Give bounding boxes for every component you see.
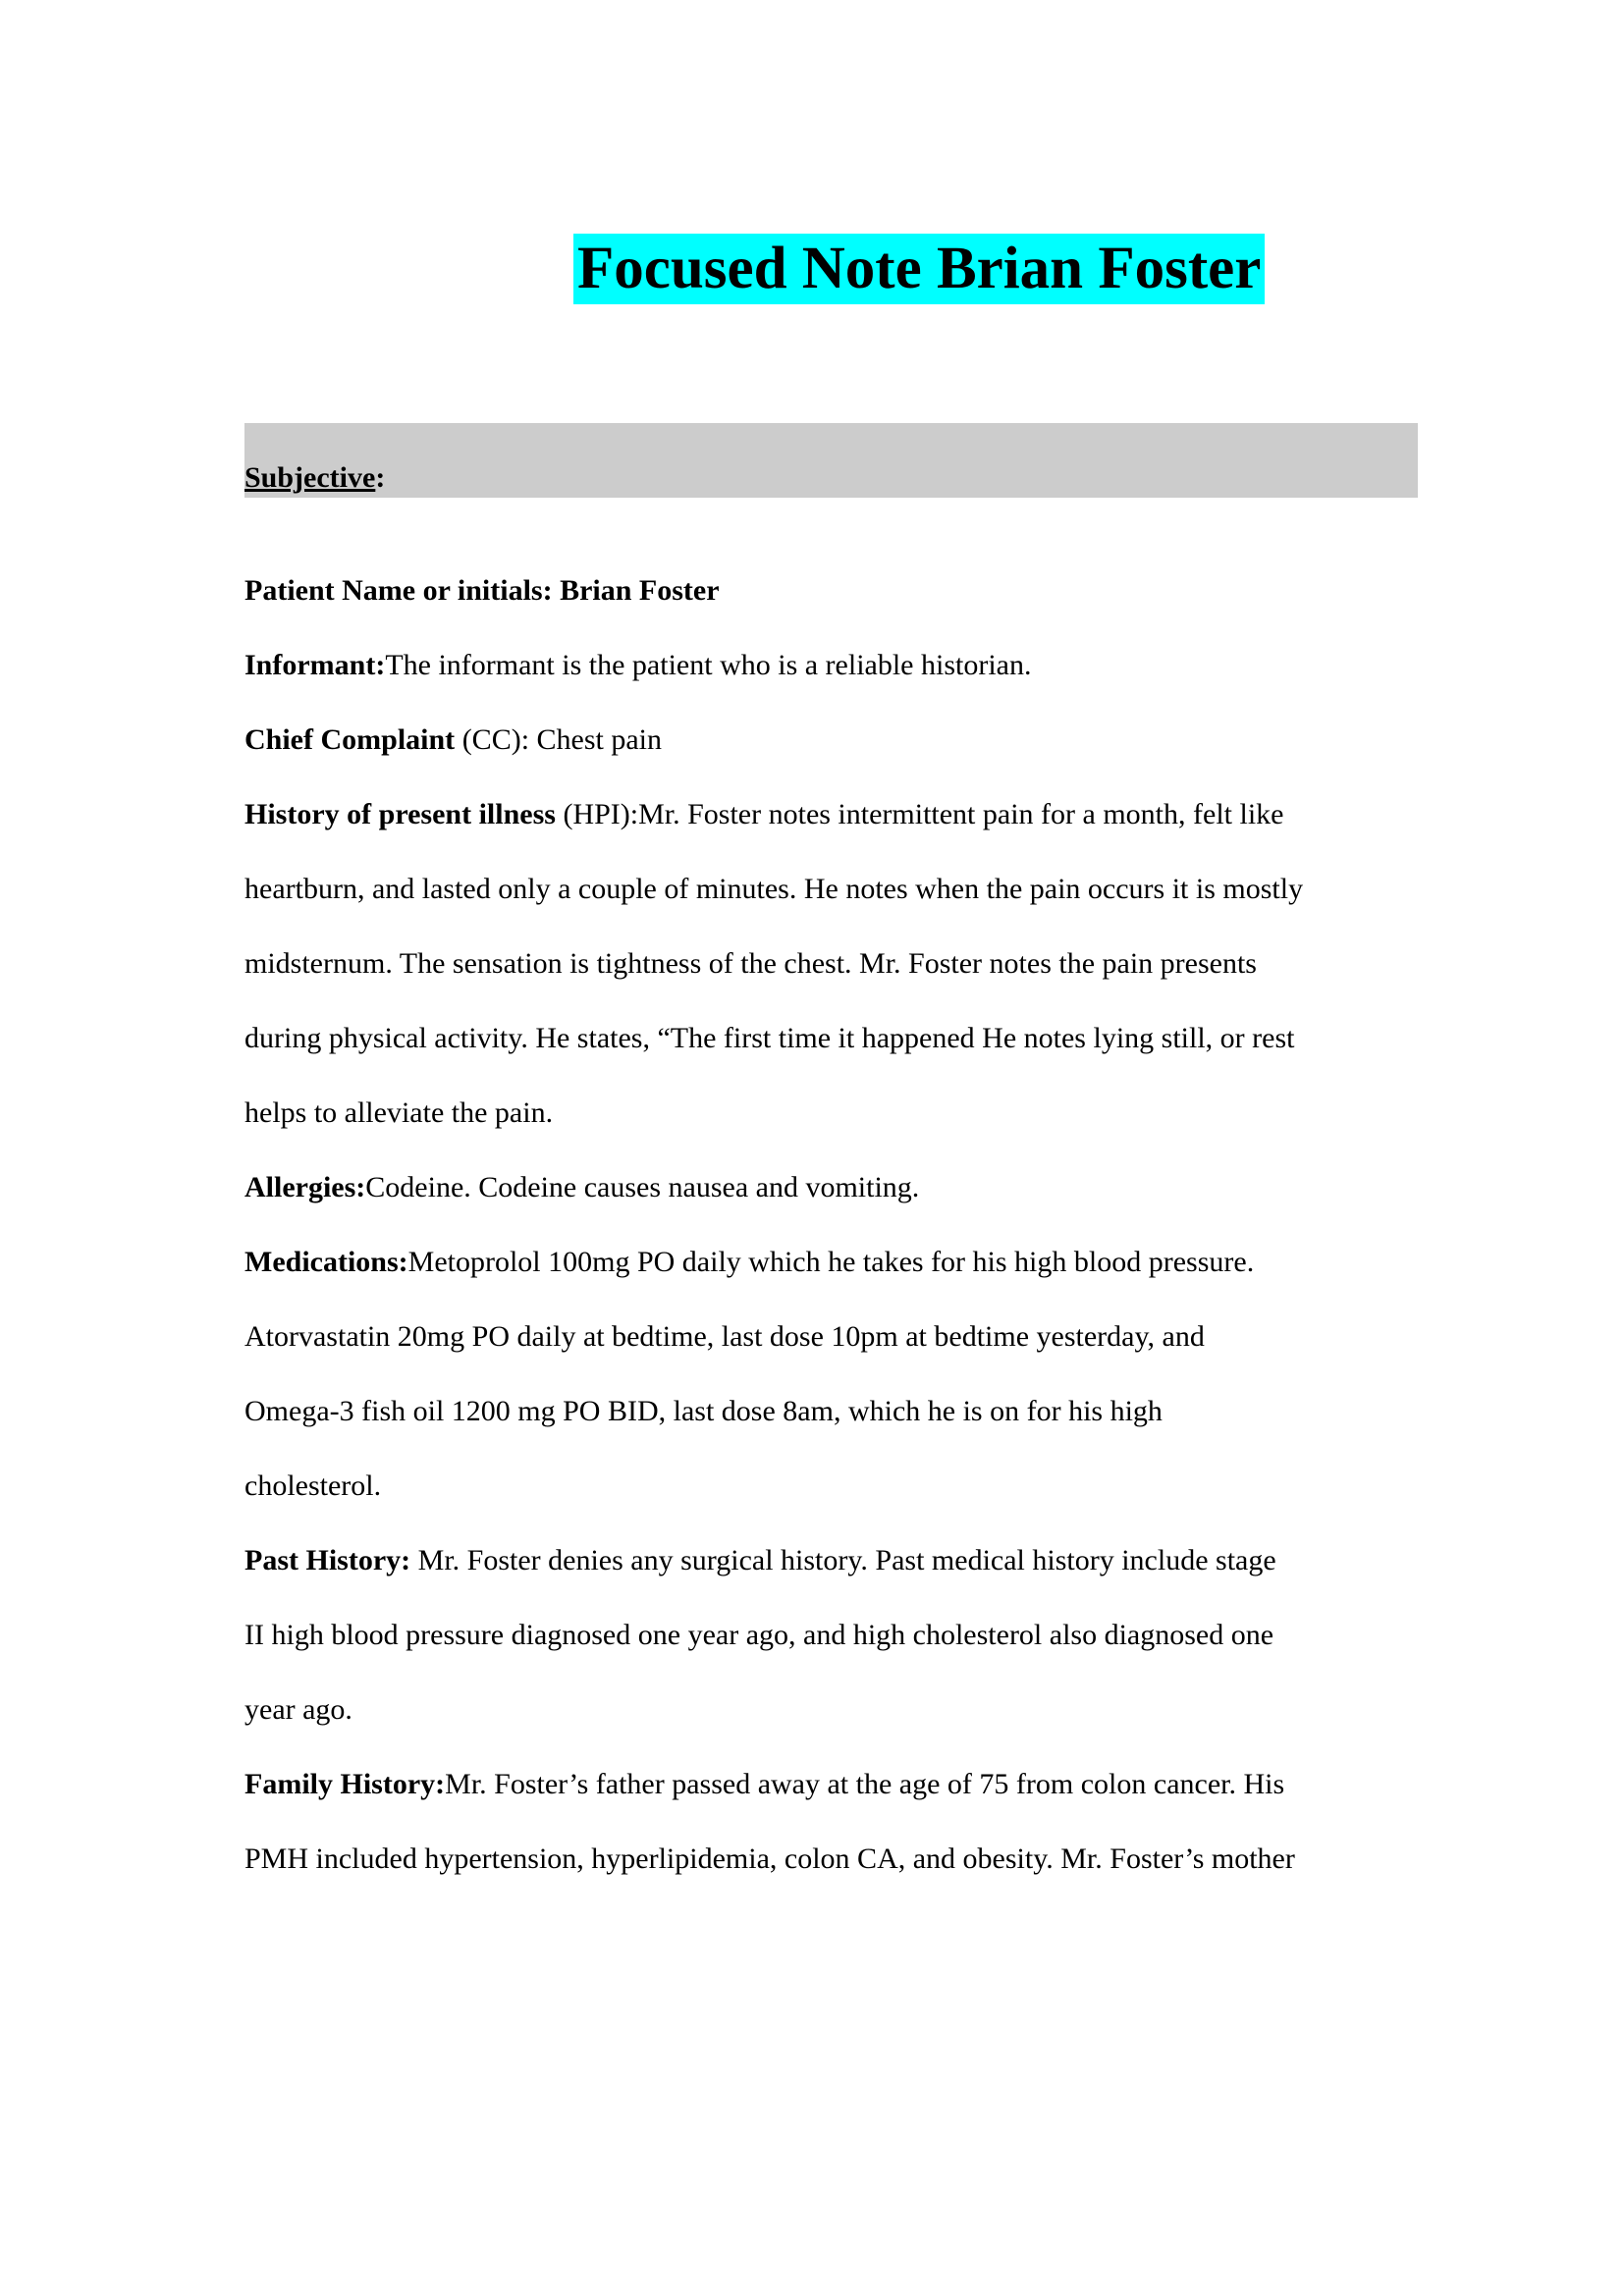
hpi-line-5: helps to alleviate the pain. — [244, 1096, 554, 1129]
past-history-text-1: Mr. Foster denies any surgical history. Past medical history include stage — [410, 1544, 1276, 1576]
family-history-text-1: Mr. Foster’s father passed away at the age of 75 from colon cancer. His — [445, 1768, 1285, 1800]
patient-name-label: Patient Name or initials: Brian Foster — [244, 574, 720, 607]
past-history-line-3: year ago. — [244, 1693, 352, 1726]
allergies-line — [244, 1170, 919, 1205]
past-history-label: Past History: — [244, 1544, 411, 1576]
hpi-line-4: during physical activity. He states, “The first time it happened He notes lying still, or rest — [244, 1022, 1295, 1054]
chief-complaint-label: Chief Complaint — [244, 723, 456, 756]
medications-label: Medications: — [244, 1246, 408, 1278]
past-history-line-2: II high blood pressure diagnosed one year ago, and high cholesterol also diagnosed one — [244, 1619, 1274, 1651]
page-title: Focused Note Brian Foster — [577, 236, 1262, 301]
informant-label: Informant: — [244, 649, 386, 681]
hpi-line-1 — [244, 797, 1283, 832]
section-heading-subjective — [244, 460, 385, 496]
medications-text-1: Metoprolol 100mg PO daily which he takes for his high blood pressure. — [407, 1246, 1255, 1278]
chief-complaint-text: (CC): Chest pain — [455, 723, 663, 756]
allergies-label: Allergies: — [244, 1171, 366, 1203]
hpi-text-1: (HPI):Mr. Foster notes intermittent pain for a month, felt like — [555, 798, 1284, 830]
past-history-line-1 — [244, 1543, 1276, 1578]
informant-text: The informant is the patient who is a reliable historian. — [385, 649, 1032, 681]
patient-name-line — [244, 573, 720, 609]
allergies-text: Codeine. Codeine causes nausea and vomiting. — [365, 1171, 920, 1203]
medications-line-1 — [244, 1245, 1254, 1280]
medications-line-2: Atorvastatin 20mg PO daily at bedtime, last dose 10pm at bedtime yesterday, and — [244, 1320, 1205, 1353]
hpi-label: History of present illness — [244, 798, 556, 830]
family-history-line-2: PMH included hypertension, hyperlipidemia, colon CA, and obesity. Mr. Foster’s mother — [244, 1842, 1295, 1875]
medications-line-3: Omega-3 fish oil 1200 mg PO BID, last dose 8am, which he is on for his high — [244, 1395, 1163, 1427]
chief-complaint-line — [244, 722, 662, 758]
family-history-label: Family History: — [244, 1768, 446, 1800]
hpi-line-3: midsternum. The sensation is tightness of the chest. Mr. Foster notes the pain presents — [244, 947, 1257, 980]
medications-line-4: cholesterol. — [244, 1469, 382, 1502]
hpi-line-2: heartburn, and lasted only a couple of minutes. He notes when the pain occurs it is mostly — [244, 873, 1304, 905]
section-heading-text: Subjective — [244, 461, 376, 494]
section-heading-colon: : — [375, 461, 386, 494]
family-history-line-1 — [244, 1767, 1284, 1802]
title-highlight — [573, 234, 1265, 304]
informant-line — [244, 648, 1031, 683]
subjective-section-bar — [244, 423, 1418, 498]
